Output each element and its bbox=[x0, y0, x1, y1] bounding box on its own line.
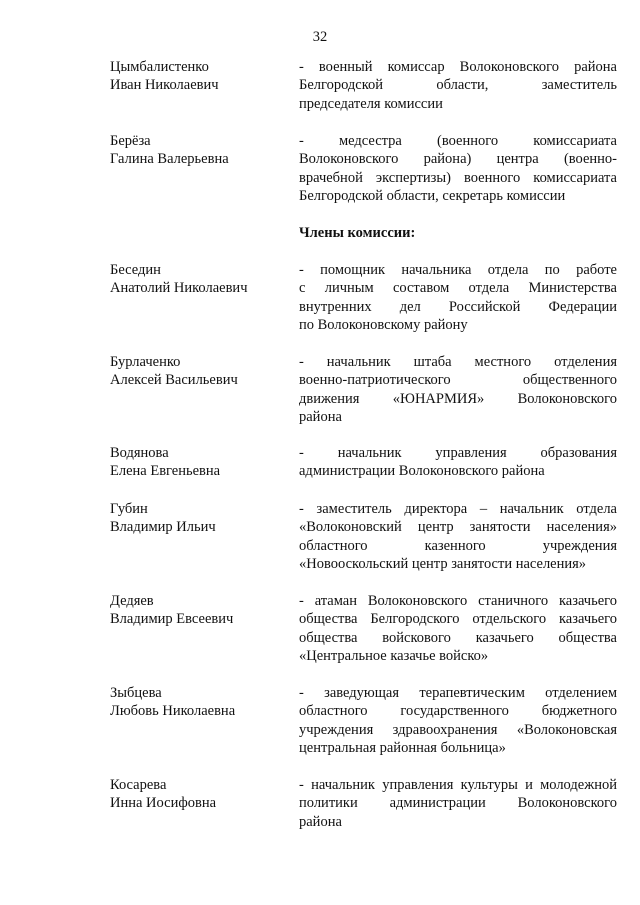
role-line: с личным составом отдела Министерства bbox=[299, 280, 617, 297]
role-description bbox=[299, 58, 617, 113]
role-line: общества Белгородского отдельского казачьего bbox=[299, 611, 617, 628]
surname: Бурлаченко bbox=[110, 354, 181, 370]
role-line: политики администрации Волоконовского bbox=[299, 795, 617, 812]
role-line: учреждения здравоохранения «Волоконовская bbox=[299, 721, 617, 738]
role-description bbox=[299, 353, 617, 427]
role-line: района bbox=[299, 409, 342, 426]
role-line: - помощник начальника отдела по работе bbox=[299, 262, 617, 278]
role-line: - заведующая терапевтическим отделением bbox=[299, 685, 617, 701]
given-names: Иван Николаевич bbox=[110, 77, 219, 94]
role-description bbox=[299, 684, 617, 758]
person-name bbox=[110, 132, 290, 169]
given-names: Владимир Евсеевич bbox=[110, 611, 234, 628]
person-name bbox=[110, 684, 290, 721]
surname: Цымбалистенко bbox=[110, 59, 209, 75]
role-line: района bbox=[299, 813, 342, 830]
role-line: Белгородской области, секретарь комиссии bbox=[299, 188, 566, 205]
role-line: - начальник управления образования bbox=[299, 445, 617, 461]
role-line: врачебной экспертизы) военного комиссариата bbox=[299, 169, 617, 186]
person-name bbox=[110, 58, 290, 95]
role-line: общества войскового казачьего общества bbox=[299, 629, 617, 646]
role-line: военно-патриотического общественного bbox=[299, 372, 617, 389]
role-line: - заместитель директора – начальник отдела bbox=[299, 501, 617, 517]
person-name bbox=[110, 776, 290, 813]
surname: Губин bbox=[110, 501, 148, 517]
surname: Зыбцева bbox=[110, 685, 162, 701]
role-line: областного казенного учреждения bbox=[299, 537, 617, 554]
given-names: Инна Иосифовна bbox=[110, 795, 217, 812]
role-description bbox=[299, 444, 617, 481]
surname: Водянова bbox=[110, 445, 169, 461]
members-heading: Члены комиссии: bbox=[299, 225, 416, 241]
given-names: Любовь Николаевна bbox=[110, 703, 236, 720]
person-name bbox=[110, 353, 290, 390]
role-description bbox=[299, 261, 617, 335]
role-line: «Волоконовский центр занятости населения» bbox=[299, 519, 617, 536]
role-line: движения «ЮНАРМИЯ» Волоконовского bbox=[299, 390, 617, 407]
given-names: Алексей Васильевич bbox=[110, 372, 238, 389]
role-line: администрации Волоконовского района bbox=[299, 463, 545, 480]
surname: Дедяев bbox=[110, 593, 154, 609]
role-line: - атаман Волоконовского станичного казачьего bbox=[299, 593, 617, 609]
role-line: по Волоконовскому району bbox=[299, 317, 468, 334]
role-line: - начальник штаба местного отделения bbox=[299, 354, 617, 370]
role-line: председателя комиссии bbox=[299, 95, 443, 112]
person-name bbox=[110, 500, 290, 537]
role-description bbox=[299, 500, 617, 574]
role-line: внутренних дел Российской Федерации bbox=[299, 298, 617, 315]
given-names: Галина Валерьевна bbox=[110, 151, 229, 168]
role-line: «Центральное казачье войско» bbox=[299, 648, 489, 665]
role-description bbox=[299, 776, 617, 831]
surname: Берёза bbox=[110, 133, 151, 149]
role-line: областного государственного бюджетного bbox=[299, 703, 617, 720]
role-line: Волоконовского района) центра (военно- bbox=[299, 151, 617, 168]
given-names: Владимир Ильич bbox=[110, 519, 216, 536]
role-line: Белгородской области, заместитель bbox=[299, 77, 617, 94]
role-line: «Новооскольский центр занятости населения» bbox=[299, 556, 587, 573]
person-name bbox=[110, 592, 290, 629]
surname: Беседин bbox=[110, 262, 161, 278]
person-name bbox=[110, 261, 290, 298]
role-line: центральная районная больница» bbox=[299, 740, 506, 757]
role-line: - начальник управления культуры и молодежной bbox=[299, 777, 617, 793]
role-description bbox=[299, 592, 617, 666]
given-names: Елена Евгеньевна bbox=[110, 463, 221, 480]
person-name bbox=[110, 444, 290, 481]
role-line: - военный комиссар Волоконовского района bbox=[299, 59, 617, 75]
role-description bbox=[299, 132, 617, 206]
given-names: Анатолий Николаевич bbox=[110, 280, 248, 297]
page-number: 32 bbox=[312, 29, 328, 45]
role-line: - медсестра (военного комиссариата bbox=[299, 133, 617, 149]
surname: Косарева bbox=[110, 777, 167, 793]
